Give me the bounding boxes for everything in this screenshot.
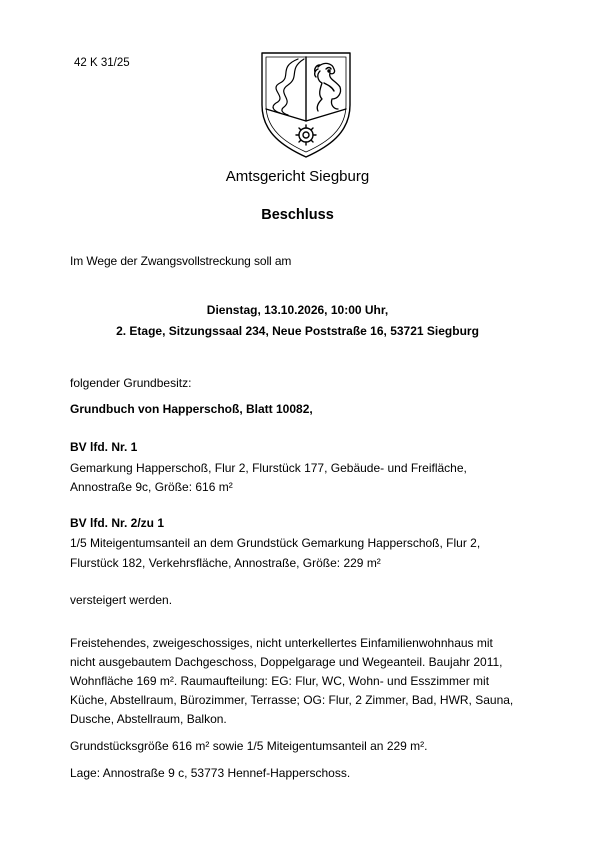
file-number: 42 K 31/25 (74, 57, 130, 69)
item-line: Annostraße 9c, Größe: 616 m² (70, 480, 233, 494)
description-line: Küche, Abstellraum, Bürozimmer, Terrasse; OG: Flur, 2 Zimmer, Bad, HWR, Sauna, (70, 693, 514, 707)
property-intro: folgender Grundbesitz: (70, 376, 192, 390)
document-type: Beschluss (261, 207, 334, 223)
item-line: 1/5 Miteigentumsanteil an dem Grundstück Gemarkung Happerschoß, Flur 2, (70, 536, 481, 550)
land-register: Grundbuch von Happerschoß, Blatt 10082, (70, 402, 313, 416)
item-line: Flurstück 182, Verkehrsfläche, Annostraße, Größe: 229 m² (70, 556, 381, 570)
item-line: Gemarkung Happerschoß, Flur 2, Flurstück 177, Gebäude- und Freifläche, (70, 461, 467, 475)
item-heading: BV lfd. Nr. 1 (70, 440, 138, 454)
auction-date: Dienstag, 13.10.2026, 10:00 Uhr, (206, 303, 389, 317)
auction-phrase: versteigert werden. (70, 593, 173, 607)
description-line: Freistehendes, zweigeschossiges, nicht unterkellertes Einfamilienwohnhaus mit (70, 636, 493, 650)
court-name: Amtsgericht Siegburg (225, 168, 370, 185)
intro-text: Im Wege der Zwangsvollstreckung soll am (70, 254, 292, 268)
item-heading: BV lfd. Nr. 2/zu 1 (70, 516, 165, 530)
description-line: nicht ausgebautem Dachgeschoss, Doppelgarage und Wegeanteil. Baujahr 2011, (70, 655, 503, 669)
plot-size: Grundstücksgröße 616 m² sowie 1/5 Miteigentumsanteil an 229 m². (70, 739, 428, 753)
coat-of-arms-emblem (258, 47, 354, 159)
description-line: Wohnfläche 169 m². Raumaufteilung: EG: Flur, WC, Wohn- und Esszimmer mit (70, 674, 490, 688)
property-address: Lage: Annostraße 9 c, 53773 Hennef-Happerschoss. (70, 766, 351, 780)
description-line: Dusche, Abstellraum, Balkon. (70, 712, 227, 726)
auction-location: 2. Etage, Sitzungssaal 234, Neue Poststraße 16, 53721 Siegburg (116, 324, 479, 338)
